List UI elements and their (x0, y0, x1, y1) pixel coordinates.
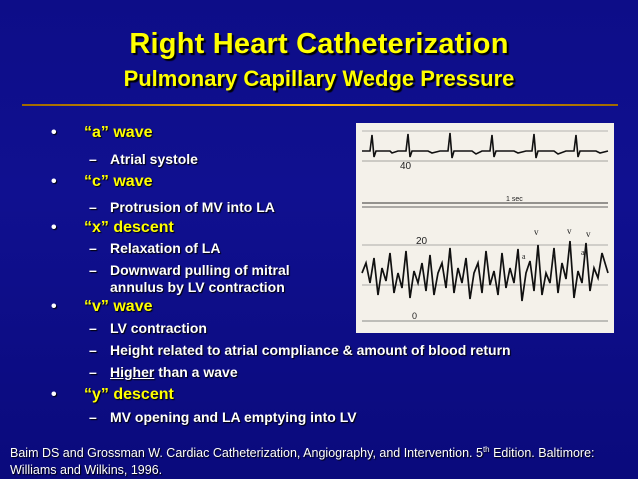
sub-label: LV contraction (110, 320, 207, 336)
time-marker-label: 1 sec (506, 196, 523, 203)
sub-label: MV opening and LA emptying into LV (110, 409, 357, 425)
bullet-label: “y” descent (84, 386, 174, 403)
wave-label-v: v (567, 226, 572, 236)
sub-dash: – (89, 151, 97, 167)
slide-subtitle: Pulmonary Capillary Wedge Pressure (123, 66, 515, 91)
scale-label-0: 0 (412, 311, 418, 321)
sub-label: annulus by LV contraction (110, 279, 285, 295)
sub-dash: – (89, 364, 97, 380)
bullet-marker: • (51, 386, 57, 403)
sub-label: Protrusion of MV into LA (110, 199, 275, 215)
bullet-label: “c” wave (84, 173, 153, 190)
scale-label-40: 40 (400, 161, 412, 172)
wave-label-a: a (552, 250, 556, 259)
citation-text: Baim DS and Grossman W. Cardiac Catheterization, Angiography, and Intervention. 5 (10, 446, 483, 461)
wedge-pressure-tracing-image (356, 123, 614, 333)
citation-superscript: th (482, 445, 490, 454)
bullet-marker: • (51, 173, 57, 190)
sub-label: Downward pulling of mitral (110, 262, 290, 278)
bullet-label: “a” wave (84, 124, 153, 141)
sub-dash: – (89, 320, 97, 336)
bullet-marker: • (51, 124, 57, 141)
slide-title: Right Heart Catheterization (129, 28, 509, 60)
scale-label-20: 20 (416, 236, 428, 247)
sub-label (110, 364, 238, 381)
pcw-pressure-trace (362, 241, 608, 301)
sub-label: Height related to atrial compliance & amount of blood return (110, 342, 511, 358)
wave-label-v: v (586, 229, 591, 239)
sub-dash: – (89, 342, 97, 358)
wave-label-v: v (534, 227, 539, 237)
citation-line-2: Williams and Wilkins, 1996. (10, 463, 163, 478)
sub-label: Atrial systole (110, 151, 198, 167)
sub-dash: – (89, 409, 97, 425)
citation-text-cont: Edition. Baltimore: (489, 446, 595, 461)
wave-label-a: a (522, 252, 526, 261)
citation (10, 441, 635, 479)
bullet-marker: • (51, 219, 57, 236)
bullet-label: “v” wave (84, 298, 153, 315)
sub-label: Relaxation of LA (110, 240, 221, 256)
wave-label-a: a (581, 248, 585, 257)
title-divider (22, 104, 618, 106)
sub-dash: – (89, 240, 97, 256)
underlined-word: Higher (110, 364, 155, 380)
bullet-marker: • (51, 298, 57, 315)
bullet-label: “x” descent (84, 219, 174, 236)
sub-dash: – (89, 199, 97, 215)
sub-label-rest: than a wave (154, 364, 238, 380)
ecg-trace (362, 133, 608, 158)
sub-dash: – (89, 262, 97, 278)
